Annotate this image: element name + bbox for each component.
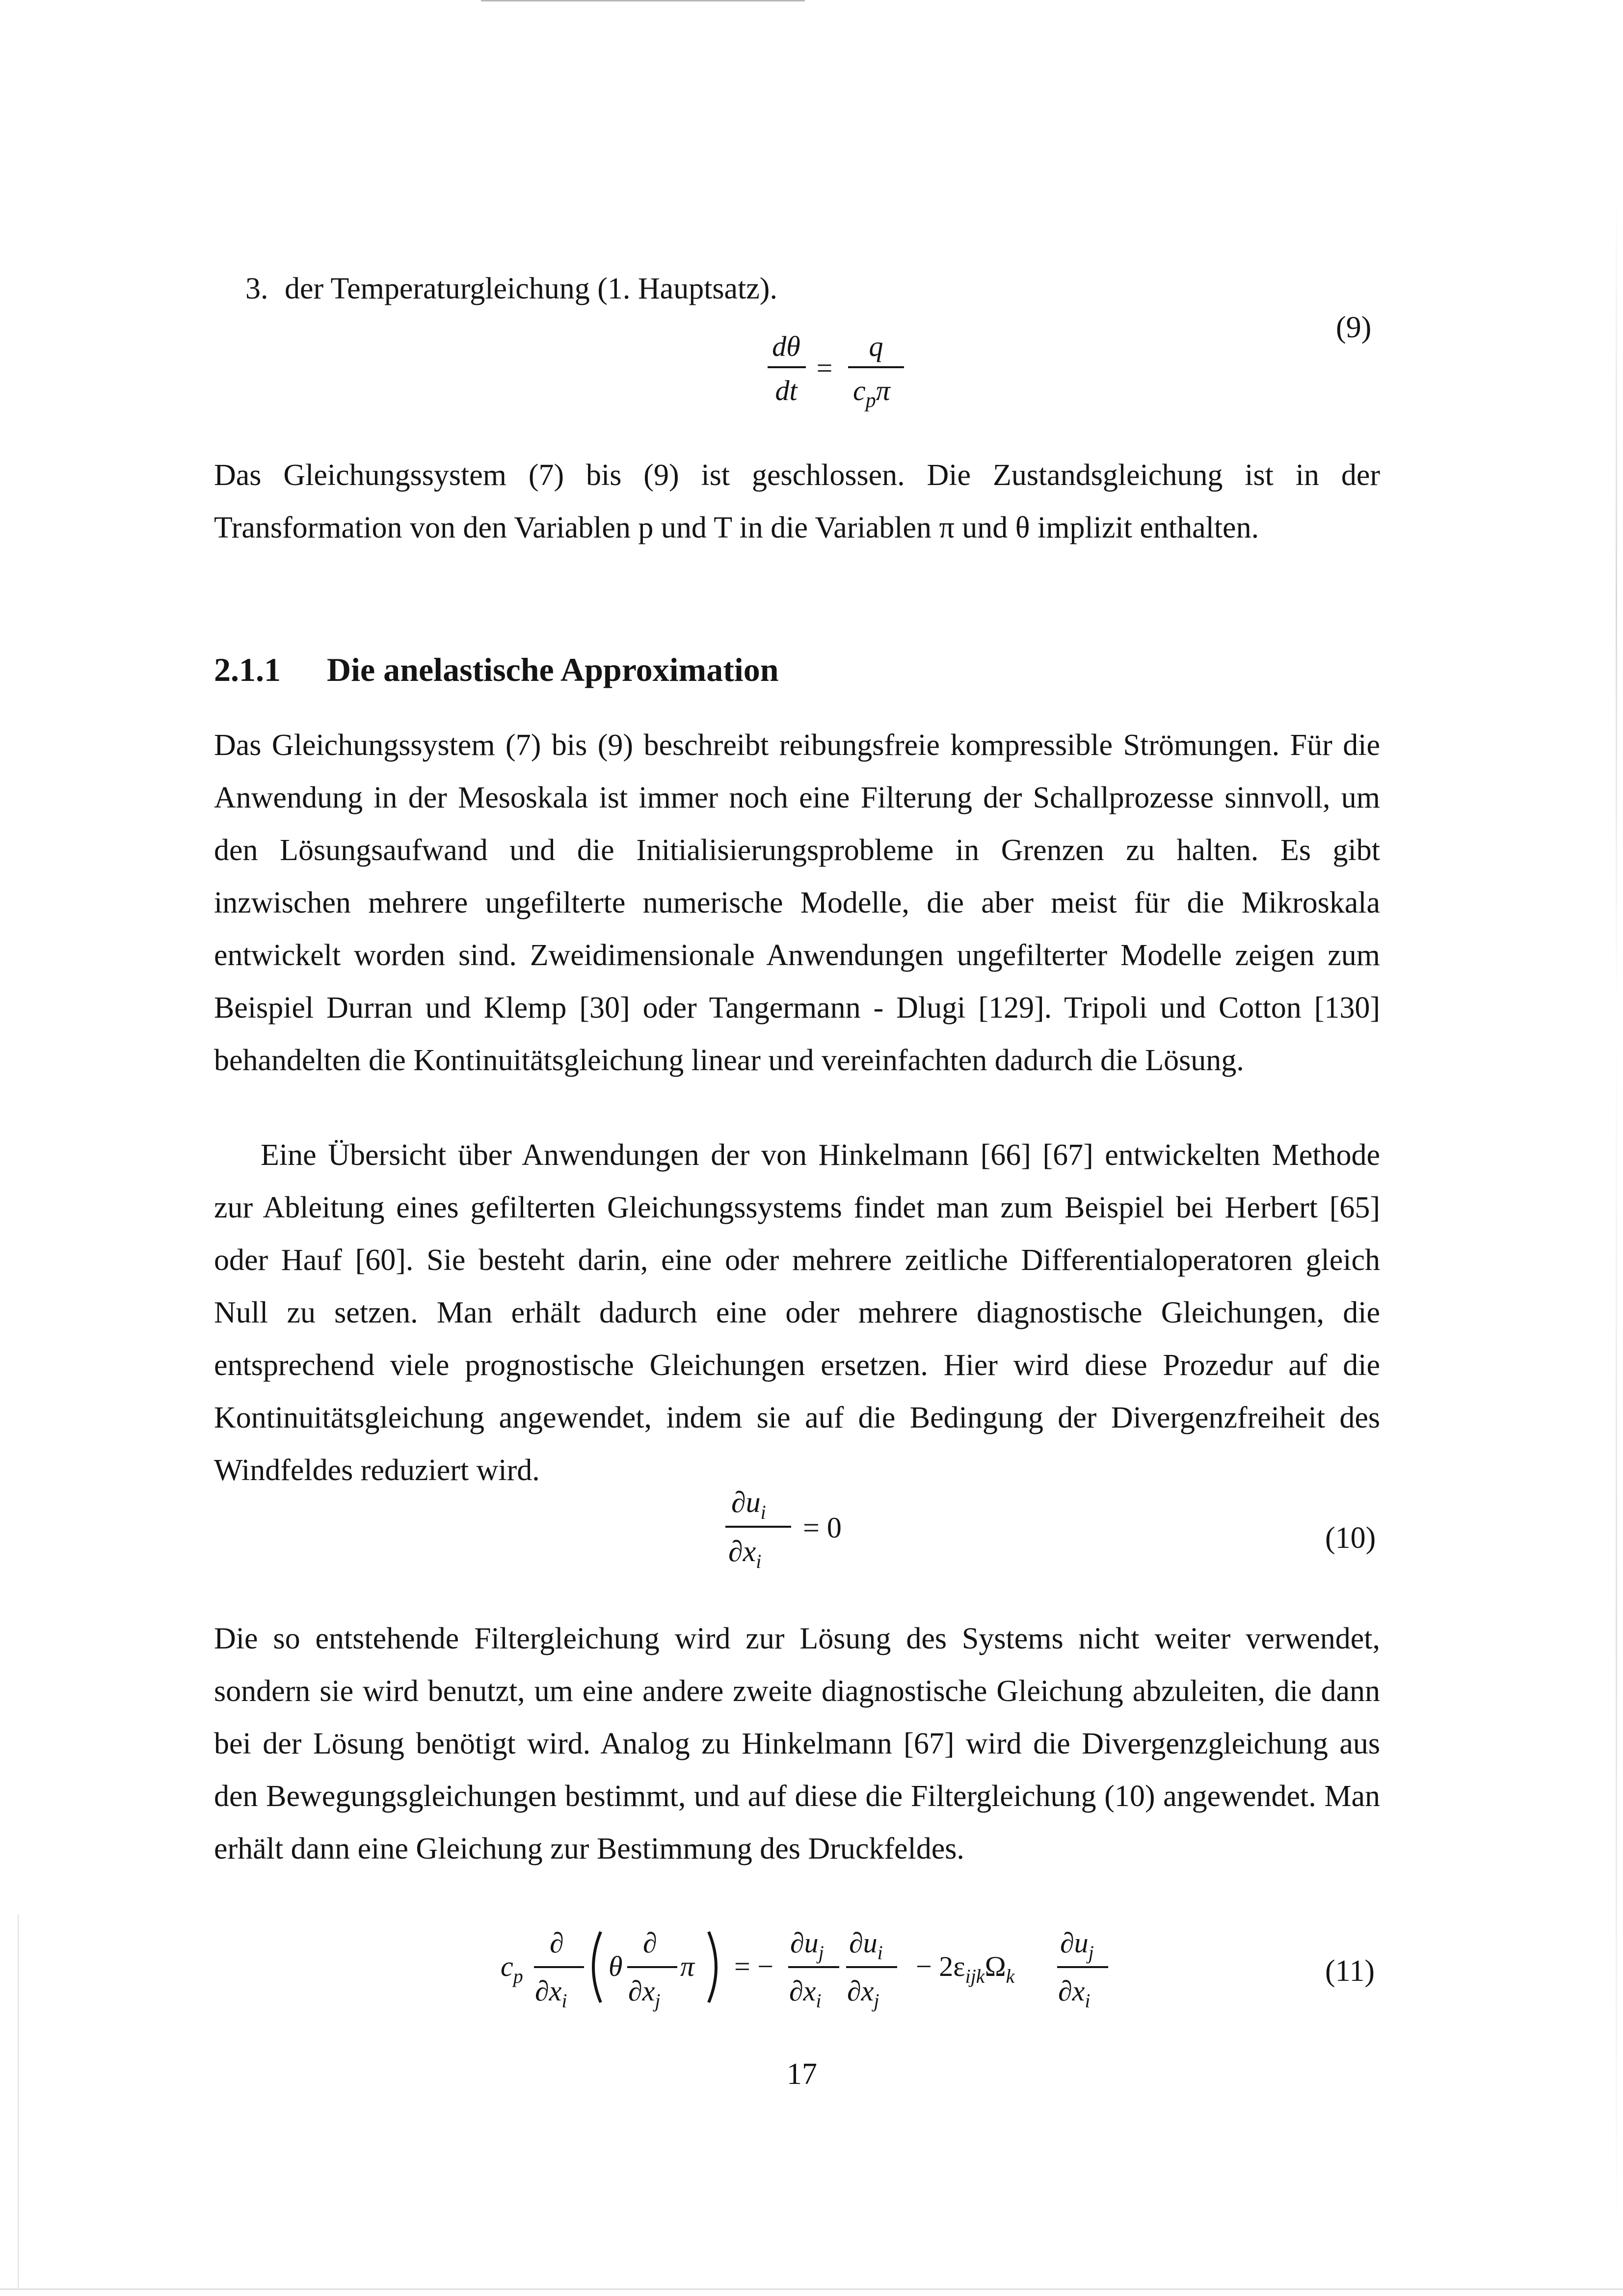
svg-text:π: π: [680, 1950, 695, 1982]
eq9-equals: =: [816, 352, 833, 384]
svg-text:= −: = −: [734, 1950, 773, 1982]
equation-10: [721, 1478, 883, 1591]
paragraph-hinkelmann-method: [214, 1129, 1380, 1497]
paragraph-system-closed: [214, 449, 1380, 554]
paragraph-text: Eine Übersicht über Anwendungen der von Hinkelmann [66] [67] entwickelten Methode zur Ableitung eines gefilterten Gleichungssystems findet man zum Beispiel bei Herbert [65] oder Hauf [60]. Sie besteht darin, eine oder mehrere zeitliche Differentialoperatoren gleich Null zu setzen. Man erhält dadurch eine oder mehrere diagnostische Gleichungen, die entsprechend viele prognostische Gleichungen ersetzen. Hier wird diese Prozedur auf die Kontinuitätsgleichung angewendet, indem sie auf die Bedingung der Divergenzfreiheit des Windfeldes reduziert wird.: [214, 1138, 1380, 1487]
paragraph-anelastic-intro: [214, 719, 1380, 1087]
section-number: 2.1.1: [214, 651, 281, 688]
svg-text:∂: ∂: [550, 1927, 564, 1959]
svg-text:− 2εijkΩk: − $2\varepsilon_{ijk}\Omega_k$: [916, 1950, 1015, 1987]
svg-text:∂xi: $\partial x_i$: [1058, 1975, 1091, 2012]
eq9-rhs-numerator: q: [869, 330, 883, 362]
page-number: 17: [787, 2057, 817, 2091]
list-item-number: 3.: [245, 272, 268, 305]
svg-text:∂: ∂: [643, 1927, 657, 1959]
equation-11: [496, 1922, 1124, 2035]
section-heading: [214, 650, 779, 689]
equation-11-number: (11): [1325, 1954, 1375, 1988]
svg-text:∂xj: $\partial x_j$: [628, 1975, 661, 2012]
section-title: Die anelastische Approximation: [327, 651, 779, 688]
scan-artifact-top: [481, 0, 805, 1]
equation-10-number: (10): [1325, 1521, 1376, 1555]
scan-artifact-right: [1616, 187, 1617, 2248]
equation-9: [766, 326, 928, 425]
svg-text:∂uj: $\partial u_j$: [1060, 1927, 1094, 1964]
svg-text:θ: θ: [609, 1950, 623, 1982]
svg-text:∂xi: $\partial x_i$: [535, 1975, 567, 2012]
svg-text:∂xj: $\partial x_j$: [847, 1975, 879, 2012]
paragraph-filter-equation: [214, 1613, 1380, 1875]
svg-text:∂ui: $\partial u_i$: [849, 1927, 883, 1964]
eq9-rhs-denominator: $c_p\pi$: [853, 375, 890, 412]
eq9-lhs-denominator: dt: [775, 375, 798, 406]
eq10-denominator: $\partial x_i$: [728, 1535, 762, 1572]
list-item-3: [245, 263, 777, 315]
svg-text:cp: $c_p$: [501, 1950, 523, 1987]
eq10-numerator: $\partial u_i$: [731, 1486, 766, 1523]
svg-text:∂uj: $\partial u_j$: [790, 1927, 824, 1964]
list-item-text: der Temperaturgleichung (1. Hauptsatz).: [285, 272, 777, 305]
svg-text:∂xi: $\partial x_i$: [789, 1975, 822, 2012]
paragraph-text: Das Gleichungssystem (7) bis (9) ist geschlossen. Die Zustandsgleichung ist in der Transformation von den Variablen p und T in die Variablen π und θ implizit enthalten.: [214, 459, 1380, 544]
scan-artifact-bottom: [0, 2289, 1623, 2290]
eq9-lhs-numerator: dθ: [772, 330, 800, 362]
equation-9-number: (9): [1336, 311, 1372, 344]
scan-artifact-left: [18, 1915, 19, 2288]
eq10-rhs: = 0: [803, 1512, 842, 1544]
paragraph-text: Die so entstehende Filtergleichung wird zur Lösung des Systems nicht weiter verwendet, sondern sie wird benutzt, um eine andere zweite diagnostische Gleichung abzuleiten, die dann bei der Lösung benötigt wird. Analog zu Hinkelmann [67] wird die Divergenzgleichung aus den Bewegungsgleichungen bestimmt, und auf diese die Filtergleichung (10) angewendet. Man erhält dann eine Gleichung zur Bestimmung des Druckfeldes.: [214, 1622, 1380, 1865]
paragraph-text: Das Gleichungssystem (7) bis (9) beschreibt reibungsfreie kompressible Strömungen. Für die Anwendung in der Mesoskala ist immer noch eine Filterung der Schallprozesse sinnvoll, um den Lösungsaufwand und die Initialisierungsprobleme in Grenzen zu halten. Es gibt inzwischen mehrere ungefilterte numerische Modelle, die aber meist für die Mikroskala entwickelt worden sind. Zweidimensionale Anwendungen ungefilterter Modelle zeigen zum Beispiel Durran und Klemp [30] oder Tangermann - Dlugi [129]. Tripoli und Cotton [130] behandelten die Kontinuitätsgleichung linear und vereinfachten dadurch die Lösung.: [214, 729, 1380, 1077]
